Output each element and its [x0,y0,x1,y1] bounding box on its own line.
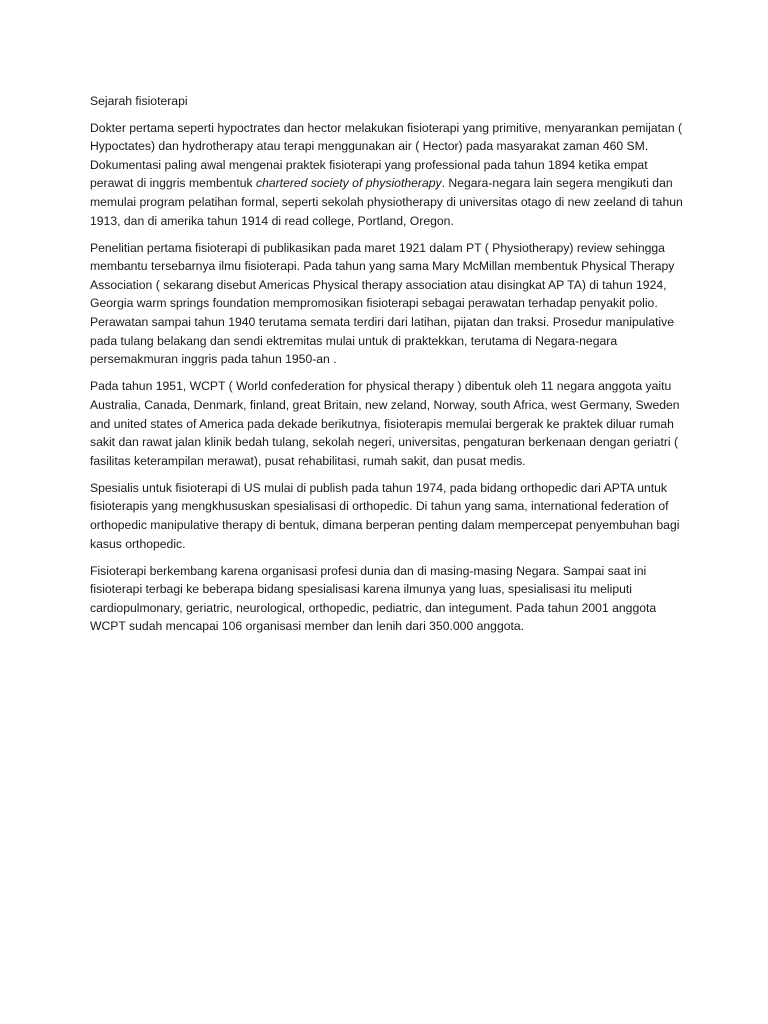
document-title: Sejarah fisioterapi [90,94,188,108]
paragraph-1-text-start: Dokter pertama seperti hypoctrates dan hector melakukan fisioterapi yang primitive, menyarankan pemijatan ( Hypoctates) dan hydrotherapy atau terapi menggunakan air ( Hector) pada masyarakat zaman 460 SM. Dokumentasi paling awal mengenai praktek fisioterapi yang professional pada tahun 1894 ketika empat perawat di inggris membentuk [90,120,683,191]
document-body [90,92,686,645]
paragraph-2: Penelitian pertama fisioterapi di publikasikan pada maret 1921 dalam PT ( Physiotherapy) review sehingga membantu tersebarnya ilmu fisioterapi. Pada tahun yang sama Mary McMillan membentuk Physical Therapy Association ( sekarang disebut Americas Physical therapy association atau disingkat AP TA) di tahun 1924, Georgia warm springs foundation mempromosikan fisioterapi sebagai perawatan terhadap penyakit polio. Perawatan sampai tahun 1940 terutama semata terdiri dari latihan, pijatan dan traksi. Prosedur manipulative pada tulang belakang dan sendi ektremitas mulai untuk di praktekkan, terutama di Negara-negara persemakmuran inggris pada tahun 1950-an . [90,240,675,367]
paragraph-1-text-end: . Negara-negara lain segera mengikuti dan memulai program pelatihan formal, seperti sekolah physiotherapy di universitas otago di new zeeland di tahun 1913, dan di amerika tahun 1914 di read college, Portland, Oregon. [90,176,683,228]
paragraph-1 [90,119,686,231]
paragraph-5: Fisioterapi berkembang karena organisasi profesi dunia dan di masing-masing Negara. Sampai saat ini fisioterapi terbagi ke beberapa bidang spesialisasi karena ilmunya yang luas, spesialisasi itu meliputi cardiopulmonary, geriatric, neurological, orthopedic, pediatric, dan integument. Pada tahun 2001 anggota WCPT sudah mencapai 106 organisasi member dan lenih dari 350.000 anggota. [90,563,657,634]
paragraph-4: Spesialis untuk fisioterapi di US mulai di publish pada tahun 1974, pada bidang orthopedic dari APTA untuk fisioterapis yang mengkhususkan spesialisasi di orthopedic. Di tahun yang sama, international federation of orthopedic manipulative therapy di bentuk, dimana berperan penting dalam mempercepat penyembuhan bagi kasus orthopedic. [90,480,680,551]
paragraph-1-italic-phrase: chartered society of physiotherapy [255,176,442,191]
paragraph-3: Pada tahun 1951, WCPT ( World confederation for physical therapy ) dibentuk oleh 11 negara anggota yaitu Australia, Canada, Denmark, finland, great Britain, new zeland, Norway, south Africa, west Germany, Sweden and united states of America pada dekade berikutnya, fisioterapis memulai bergerak ke praktek diluar rumah sakit dan rawat jalan klinik bedah tulang, sekolah negeri, universitas, pengaturan berkenaan dengan geriatri ( fasilitas keterampilan merawat), pusat rehabilitasi, rumah sakit, dan pusat medis. [90,379,680,468]
